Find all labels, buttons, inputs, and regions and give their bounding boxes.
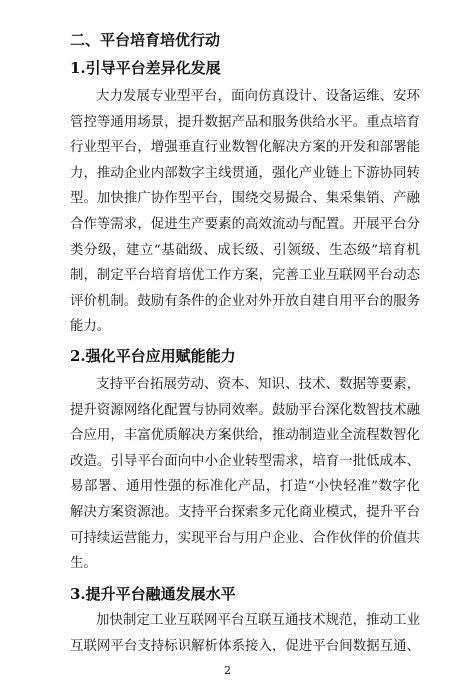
subsection-2-paragraph [70, 372, 420, 577]
subsection-3-title: 3.提升平台融通发展水平 [70, 585, 236, 603]
paragraph-line: 力，推动企业内部数字主线贯通，强化产业链上下游协同转 [70, 165, 420, 181]
subsection-1-title: 1.引导平台差异化发展 [70, 59, 221, 77]
paragraph-line: 支持平台拓展劳动、资本、知识、技术、数据等要素， [96, 377, 420, 392]
paragraph-line: 能力。 [70, 319, 111, 335]
paragraph-line: 型。加快推广协作型平台，围绕交易撮合、集采集销、产融 [70, 191, 420, 207]
paragraph-line: 合应用，丰富优质解决方案供给，推动制造业全流程数智化 [70, 428, 420, 444]
page-number: 2 [224, 664, 231, 677]
paragraph-line: 互联网平台支持标识解析体系接入，促进平台间数据互通、 [70, 638, 420, 654]
paragraph-line: 可持续运营能力，实现平台与用户企业、合作伙伴的价值共 [70, 530, 420, 546]
paragraph-line: 提升资源网络化配置与协同效率。鼓励平台深化数智技术融 [70, 402, 420, 418]
paragraph-line: 加快制定工业互联网平台互联互通技术规范，推动工业 [96, 613, 420, 628]
paragraph-line: 合作等需求，促进生产要素的高效流动与配置。开展平台分 [70, 216, 420, 232]
subsection-3-paragraph [70, 608, 420, 659]
paragraph-line: 类分级，建立“基础级、成长级、引领级、生态级”培育机 [70, 242, 420, 258]
paragraph-line: 易部署、通用性强的标准化产品，打造“小快轻准”数字化 [70, 479, 420, 495]
paragraph-line: 评价机制。鼓励有条件的企业对外开放自建自用平台的服务 [70, 293, 420, 309]
subsection-1-paragraph [70, 84, 420, 340]
paragraph-line: 解决方案资源池。支持平台探索多元化商业模式，提升平台 [70, 504, 420, 520]
paragraph-line: 管控等通用场景，提升数据产品和服务供给水平。重点培育 [70, 114, 420, 130]
paragraph-line: 改造。引导平台面向中小企业转型需求，培育一批低成本、 [70, 453, 420, 469]
paragraph-line: 大力发展专业型平台，面向仿真设计、设备运维、安环 [96, 89, 420, 104]
paragraph-line: 行业型平台，增强垂直行业数智化解决方案的开发和部署能 [70, 140, 420, 156]
paragraph-line: 制，制定平台培育培优工作方案，完善工业互联网平台动态 [70, 268, 420, 284]
subsection-2-title: 2.强化平台应用赋能能力 [70, 347, 236, 365]
paragraph-line: 生。 [70, 556, 97, 572]
section-title: 二、平台培育培优行动 [70, 31, 221, 49]
